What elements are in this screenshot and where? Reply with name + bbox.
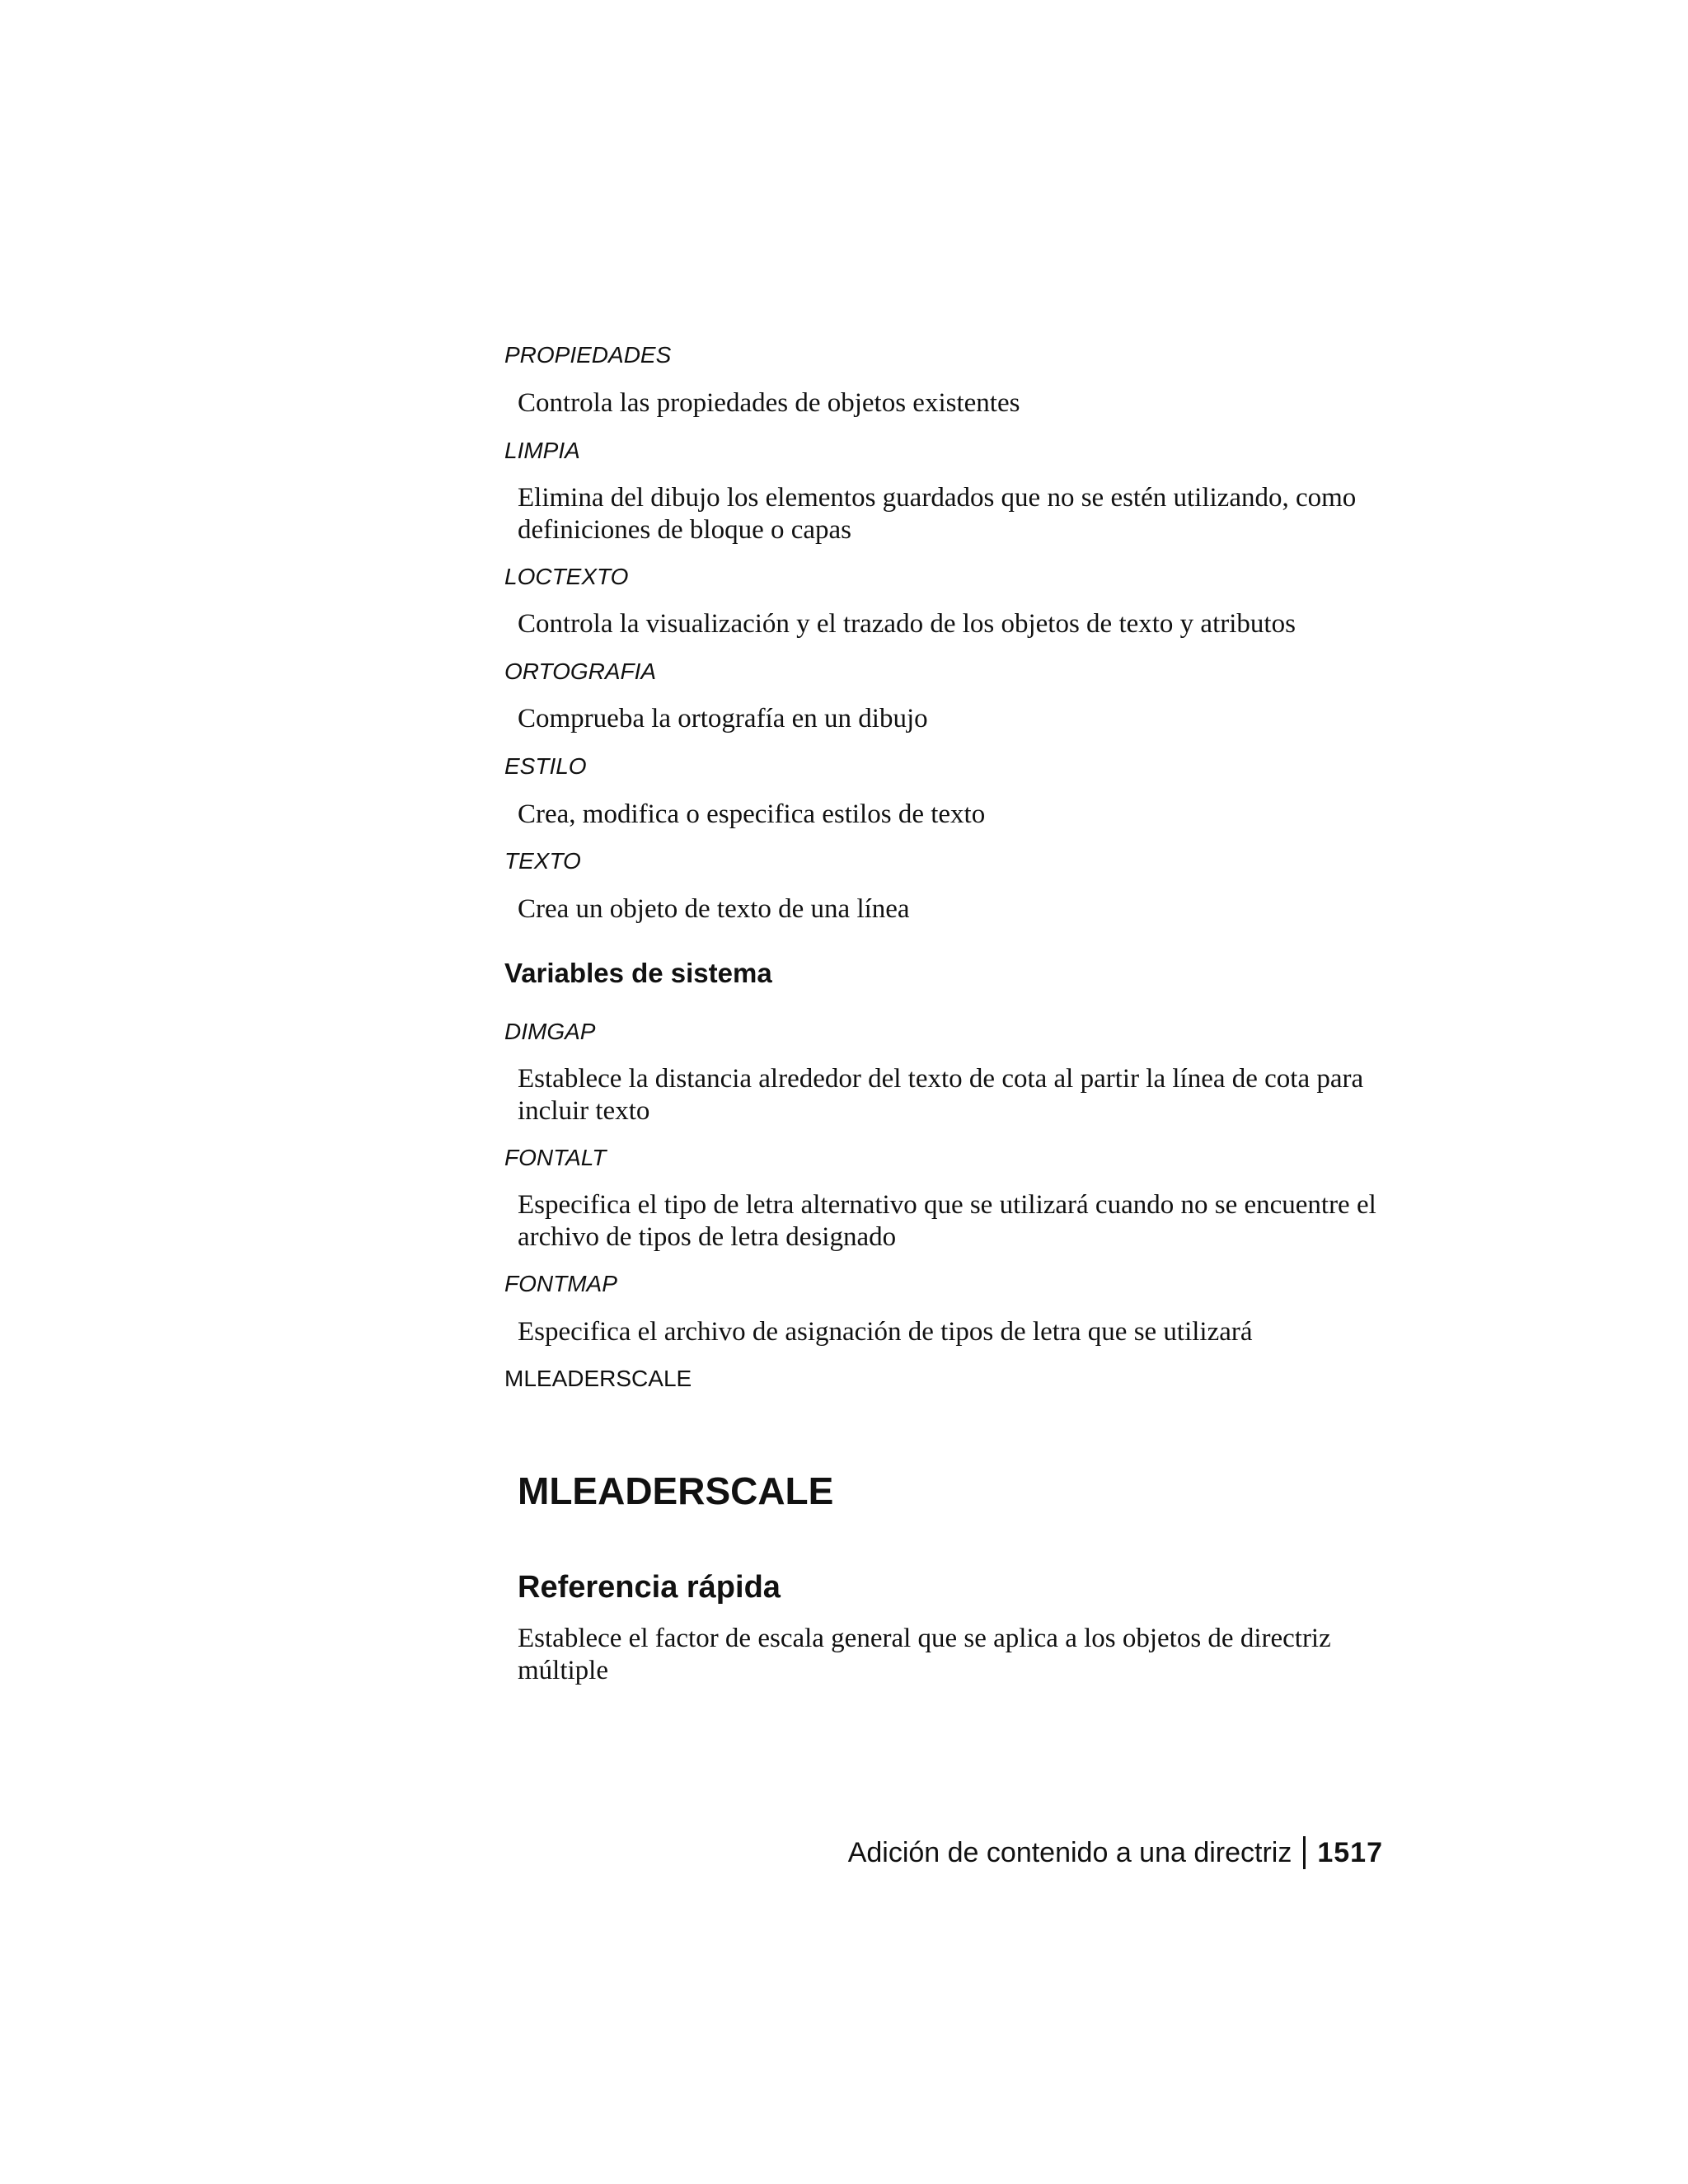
term-dimgap: DIMGAP	[504, 1019, 596, 1044]
desc-limpia: Elimina del dibujo los elementos guardados que no se estén utilizando, como definiciones de bloque o capas	[518, 483, 1357, 545]
term-propiedades: PROPIEDADES	[504, 342, 672, 368]
term-estilo: ESTILO	[504, 753, 587, 779]
term-loctexto: LOCTEXTO	[504, 564, 629, 589]
footer-separator	[1303, 1836, 1306, 1869]
trailing-label: MLEADERSCALE	[504, 1366, 692, 1391]
term-fontmap: FONTMAP	[504, 1271, 617, 1296]
desc-texto: Crea un objeto de texto de una línea	[518, 894, 910, 924]
desc-fontalt: Especifica el tipo de letra alternativo que se utilizará cuando no se encuentre el archivo de tipos de letra designado	[518, 1190, 1376, 1252]
term-fontalt: FONTALT	[504, 1145, 607, 1170]
desc-ortografia: Comprueba la ortografía en un dibujo	[518, 704, 928, 733]
section-subtitle: Referencia rápida	[518, 1570, 781, 1605]
term-texto: TEXTO	[504, 848, 581, 874]
page-footer	[848, 1836, 1383, 1869]
desc-propiedades: Controla las propiedades de objetos existentes	[518, 388, 1020, 418]
footer-chapter: Adición de contenido a una directriz	[847, 1837, 1292, 1868]
system-variables-heading: Variables de sistema	[504, 958, 772, 988]
term-limpia: LIMPIA	[504, 438, 580, 463]
desc-fontmap: Especifica el archivo de asignación de tipos de letra que se utilizará	[518, 1317, 1253, 1347]
section-body: Establece el factor de escala general que se aplica a los objetos de directriz múltiple	[518, 1624, 1331, 1685]
desc-estilo: Crea, modifica o especifica estilos de texto	[518, 799, 986, 829]
term-ortografia: ORTOGRAFIA	[504, 658, 657, 684]
page-number: 1517	[1317, 1837, 1383, 1868]
desc-loctexto: Controla la visualización y el trazado de los objetos de texto y atributos	[518, 609, 1296, 639]
desc-dimgap: Establece la distancia alrededor del texto de cota al partir la línea de cota para incluir texto	[518, 1064, 1364, 1126]
section-title: MLEADERSCALE	[518, 1469, 834, 1512]
